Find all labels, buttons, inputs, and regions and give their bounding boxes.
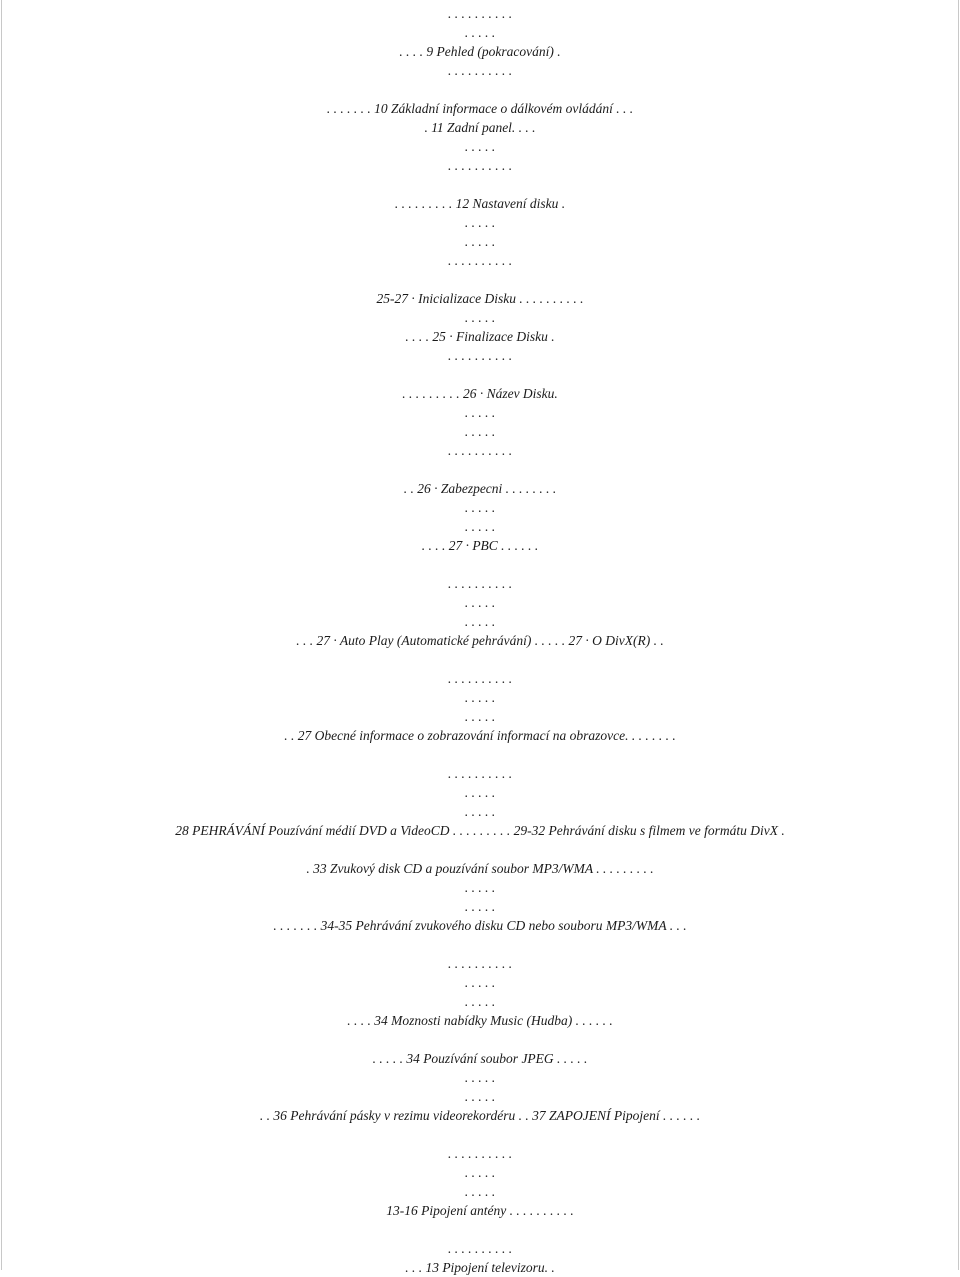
table-of-contents [0, 4, 960, 1277]
toc-line: . . . . . [464, 25, 496, 40]
toc-line [0, 1220, 960, 1239]
toc-line: . . . . . [464, 785, 496, 800]
toc-line: . . . . . [464, 234, 496, 249]
toc-line: . . 27 Obecné informace o zobrazování informací na obrazovce. . . . . . . . [284, 728, 676, 743]
toc-line: . . . 13 Pipojení televizoru. . [405, 1260, 555, 1275]
toc-line: . . . . . . . . . . [447, 6, 513, 21]
toc-line [0, 1030, 960, 1049]
toc-line: . . . . . [464, 804, 496, 819]
toc-line: . . . . . [464, 139, 496, 154]
toc-line: . . . . . . . . . 12 Nastavení disku . [394, 196, 566, 211]
toc-line: . . . . . [464, 519, 496, 534]
toc-line: . . . . . . . . . . [447, 253, 513, 268]
toc-line: . . . . . [464, 310, 496, 325]
toc-line: . . . . . [464, 1070, 496, 1085]
toc-line: . . 36 Pehrávání pásky v rezimu videorekordéru . . 37 ZAPOJENÍ Pipojení . . . . . . [259, 1108, 701, 1123]
toc-line: . . . . . [464, 880, 496, 895]
toc-line: . . . . . . . . . . [447, 956, 513, 971]
toc-line: . . . . . . . . . . [447, 671, 513, 686]
toc-line [0, 935, 960, 954]
toc-line [0, 80, 960, 99]
toc-line [0, 555, 960, 574]
toc-line [0, 745, 960, 764]
toc-line: . . . . . [464, 424, 496, 439]
toc-line: . . . . . 34 Pouzívání soubor JPEG . . . . . [372, 1051, 588, 1066]
toc-line: . . . . 34 Moznosti nabídky Music (Hudba) . . . . . . [347, 1013, 613, 1028]
toc-line: . . . . . . . . . . [447, 576, 513, 591]
toc-line [0, 460, 960, 479]
toc-line: . . . . . [464, 975, 496, 990]
toc-line [0, 365, 960, 384]
toc-line: . . . . . [464, 405, 496, 420]
toc-line: . . . . 25 · Finalizace Disku . [405, 329, 555, 344]
toc-line: . 33 Zvukový disk CD a pouzívání soubor MP3/WMA . . . . . . . . . [306, 861, 654, 876]
toc-line: . . . . . [464, 215, 496, 230]
toc-line: . . . . 27 · PBC . . . . . . [421, 538, 539, 553]
toc-line: 25-27 · Inicializace Disku . . . . . . . . . . [376, 291, 584, 306]
toc-line [0, 175, 960, 194]
toc-line: . . . . . [464, 614, 496, 629]
toc-line: . . . . . . . 34-35 Pehrávání zvukového disku CD nebo souboru MP3/WMA . . . [273, 918, 687, 933]
toc-line: 28 PEHRÁVÁNÍ Pouzívání médií DVD a VideoCD . . . . . . . . . 29-32 Pehrávání disku s filmem ve formátu DivX . [175, 823, 785, 838]
toc-line [0, 1125, 960, 1144]
toc-line: . . . . . [464, 1089, 496, 1104]
toc-line: . . . . . . . . . 26 · Název Disku. [402, 386, 558, 401]
toc-line: . . . . . [464, 1184, 496, 1199]
toc-line: . . . . . [464, 709, 496, 724]
toc-line: . . . . . [464, 690, 496, 705]
toc-line: . . . . . [464, 500, 496, 515]
toc-line: . . . . . . . . . . [447, 1146, 513, 1161]
toc-line: . . . . . [464, 899, 496, 914]
toc-line: . . . . . [464, 994, 496, 1009]
toc-line [0, 840, 960, 859]
toc-line: . . . . . . . . . . [447, 158, 513, 173]
toc-line [0, 270, 960, 289]
toc-line: . . . . . . . . . . [447, 348, 513, 363]
toc-line: . . . 27 · Auto Play (Automatické pehrávání) . . . . . 27 · O DivX(R) . . [296, 633, 664, 648]
toc-line: . . . . . [464, 1165, 496, 1180]
toc-line: . . . . . . . . . . [447, 443, 513, 458]
toc-line: . . . . . [464, 595, 496, 610]
toc-line [0, 650, 960, 669]
toc-line: . . . . . . . . . . [447, 63, 513, 78]
toc-line: . . 26 · Zabezpecni . . . . . . . . [403, 481, 557, 496]
toc-line: . . . . . . . . . . [447, 766, 513, 781]
toc-line: 13-16 Pipojení antény . . . . . . . . . . [386, 1203, 574, 1218]
toc-line: . 11 Zadní panel. . . . [424, 120, 536, 135]
toc-line: . . . . 9 Pehled (pokracování) . [399, 44, 561, 59]
toc-line: . . . . . . . . . . [447, 1241, 513, 1256]
toc-line: . . . . . . . 10 Základní informace o dálkovém ovládání . . . [326, 101, 634, 116]
